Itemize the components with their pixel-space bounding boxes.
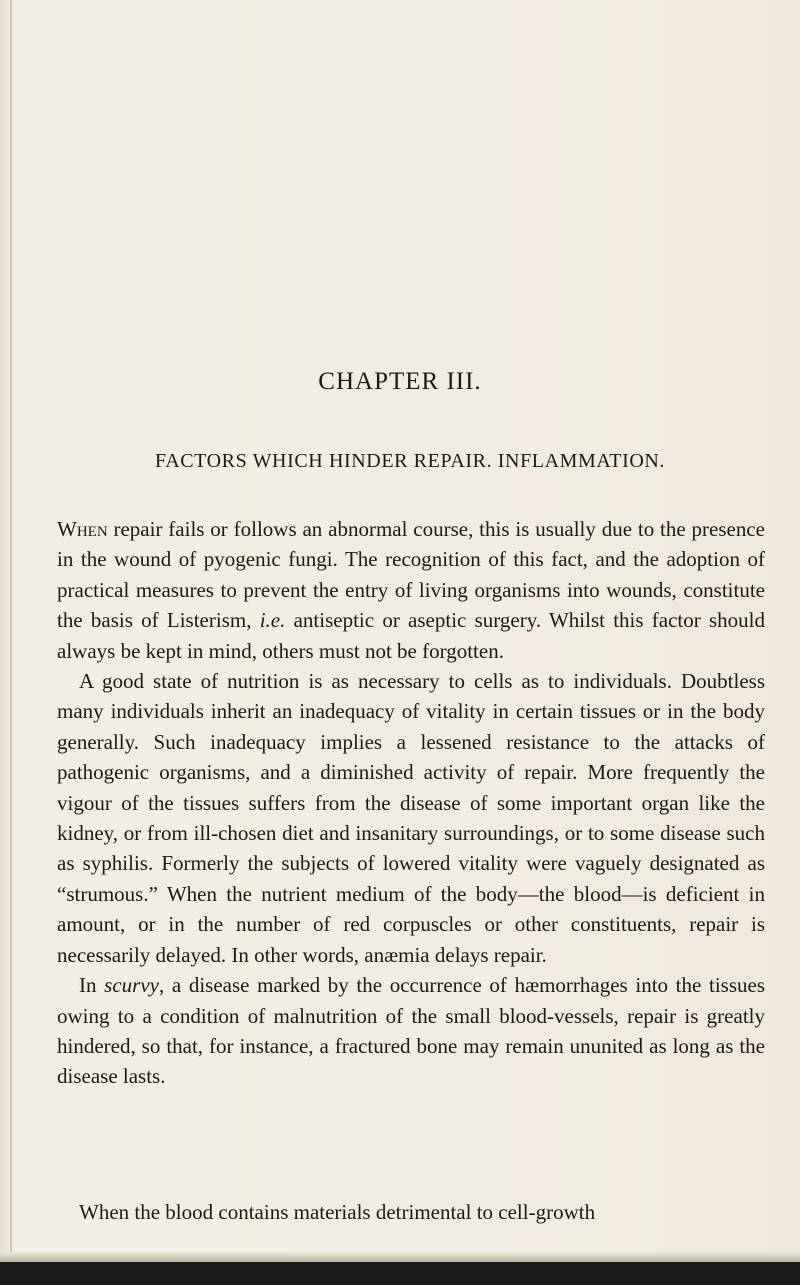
- paragraph-1-text: repair fails or follows an abnormal course, this is usually due to the presence in the wound of pyogenic fungi. The recognition of this fact, and the adoption of practical measures to prevent the entry of living organisms into wounds, constitute the basis of Listerism,: [57, 517, 765, 633]
- page-bottom-shadow: [0, 1252, 800, 1262]
- body-text: [57, 514, 765, 1092]
- section-heading: FACTORS WHICH HINDER REPAIR. INFLAMMATION.: [154, 450, 666, 472]
- paragraph-4: When the blood contains materials detrimental to cell-growth: [79, 1200, 596, 1224]
- paragraph-3-lead: In: [79, 973, 105, 998]
- chapter-heading: CHAPTER III.: [318, 368, 482, 395]
- paragraph-3: [57, 970, 765, 1092]
- paragraph-3-text: , a disease marked by the occurrence of hæmorrhages into the tissues owing to a condition of malnutrition of the small blood-vessels, repair is greatly hindered, so that, for instance, a fractured bone may remain ununited as long as the disease lasts.: [57, 973, 765, 1089]
- paragraph-1-tail: antiseptic or aseptic surgery. Whilst this factor should always be kept in mind, others must not be forgotten.: [57, 608, 765, 663]
- paragraph-1: [57, 514, 765, 666]
- paragraph-2: A good state of nutrition is as necessary to cells as to individuals. Doubtless many individuals inherit an inadequacy of vitality in certain tissues or in the body generally. Such inadequacy implies a lessened resistance to the attacks of pathogenic organisms, and a diminished activity of repair. More frequently the vigour of the tissues suffers from the disease of some important organ like the kidney, or from ill-chosen diet and insanitary surroundings, or to some disease such as syphilis. Formerly the subjects of lowered vitality were vaguely designated as “strumous.” When the nutrient medium of the body—the blood—is deficient in amount, or in the number of red corpuscles or other constituents, repair is necessarily delayed. In other words, anæmia delays repair.: [57, 669, 765, 967]
- page-gutter: [10, 0, 12, 1285]
- page-bottom-edge: [0, 1262, 800, 1285]
- paragraph-3-scurvy: scurvy: [104, 973, 159, 998]
- paragraph-1-lead: When: [57, 517, 108, 541]
- paragraph-1-ie: i.e.: [259, 608, 286, 633]
